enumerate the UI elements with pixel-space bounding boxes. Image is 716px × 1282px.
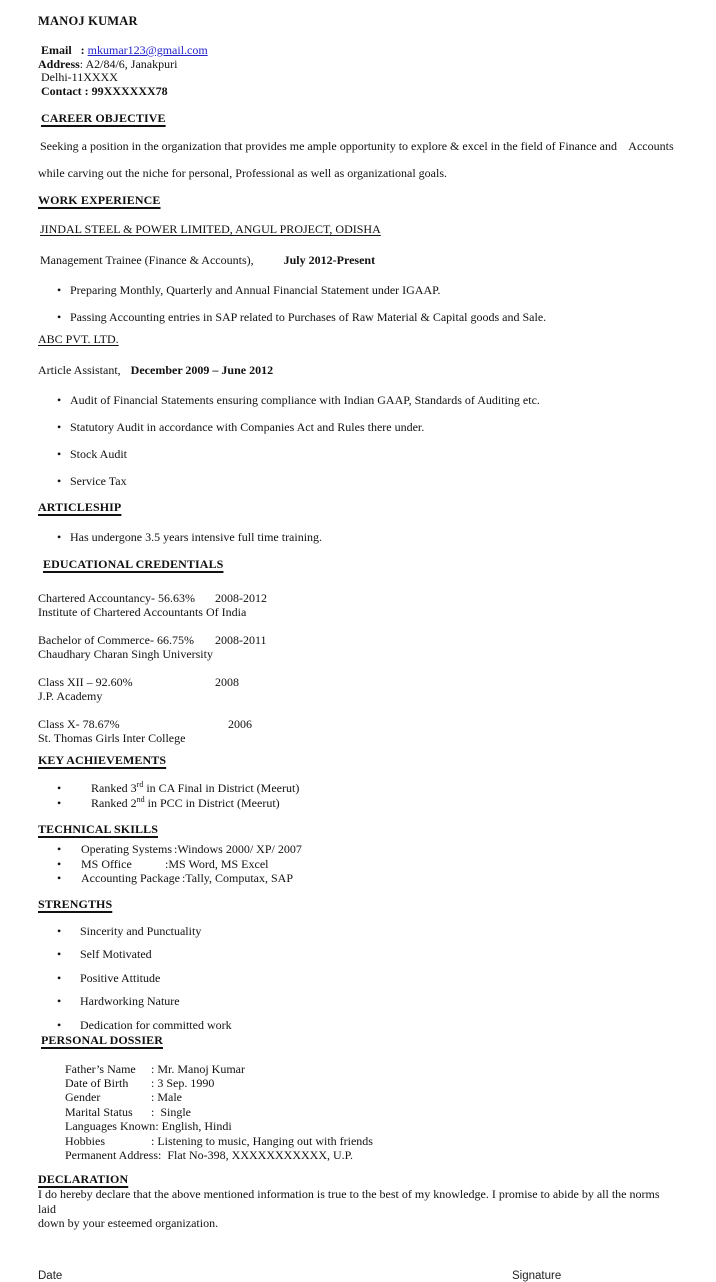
bullet-text: Passing Accounting entries in SAP related to Purchases of Raw Material & Capital goods and Sale. xyxy=(70,310,547,324)
dossier-row xyxy=(65,1148,680,1162)
education-entry xyxy=(38,591,680,619)
section-heading-personal-dossier: PERSONAL DOSSIER xyxy=(41,1032,163,1047)
dossier-label: Father’s Name xyxy=(65,1061,136,1076)
skill-label: MS Office xyxy=(81,856,132,871)
strength-text: Dedication for committed work xyxy=(80,1017,232,1032)
bullet-icon xyxy=(57,420,70,434)
email-separator: : xyxy=(71,43,88,57)
bullet-text: Has undergone 3.5 years intensive full time training. xyxy=(70,530,323,544)
strength-text: Sincerity and Punctuality xyxy=(80,923,202,938)
bullet-icon xyxy=(57,447,70,461)
company-name: ABC PVT. LTD. xyxy=(38,332,119,346)
list-item xyxy=(38,857,680,872)
dossier-row xyxy=(65,1134,680,1148)
bullet-icon xyxy=(57,1018,80,1032)
section-heading-key-achievements: KEY ACHIEVEMENTS xyxy=(38,753,167,767)
bullet-text: Statutory Audit in accordance with Companies Act and Rules there under. xyxy=(70,420,425,434)
education-entry xyxy=(38,675,680,703)
bullet-icon xyxy=(57,474,70,488)
bullet-icon xyxy=(57,283,70,297)
course-years: 2008-2011 xyxy=(215,633,267,647)
list-item xyxy=(38,1018,680,1032)
bullet-icon xyxy=(57,842,81,857)
dossier-row xyxy=(65,1090,680,1104)
dossier-row xyxy=(65,1119,680,1133)
job-role-line xyxy=(38,253,680,268)
course-years: 2008-2012 xyxy=(215,591,267,605)
institution-name: J.P. Academy xyxy=(38,689,103,703)
address-line xyxy=(38,58,680,72)
section-heading-articleship: ARTICLESHIP xyxy=(38,500,122,514)
list-item xyxy=(38,393,680,407)
skill-label: Accounting Package xyxy=(81,871,180,885)
job-period: July 2012-Present xyxy=(283,253,376,267)
career-objective-line: Seeking a position in the organization that provides me ample opportunity to explore & excel in the field of Finance and Accounts xyxy=(40,139,674,153)
skill-value: :MS Word, MS Excel xyxy=(165,856,269,871)
strength-text: Self Motivated xyxy=(80,947,152,961)
education-course-line xyxy=(38,633,680,647)
list-item xyxy=(38,971,680,985)
list-item xyxy=(38,994,680,1008)
institution-name: Chaudhary Charan Singh University xyxy=(38,647,213,661)
list-item xyxy=(38,420,680,434)
list-item xyxy=(38,924,680,938)
institution-name: Institute of Chartered Accountants Of India xyxy=(38,605,247,619)
dossier-label: Permanent Address: xyxy=(65,1147,162,1162)
bullet-icon xyxy=(57,971,80,985)
dossier-value: : Single xyxy=(151,1104,192,1119)
dossier-value: : Male xyxy=(151,1090,182,1105)
address-value: : A2/84/6, Janakpuri xyxy=(79,56,178,71)
dossier-value: : 3 Sep. 1990 xyxy=(151,1075,215,1090)
dossier-label: Date of Birth xyxy=(65,1075,129,1090)
contact-number-line: Contact : 99XXXXXX78 xyxy=(41,83,168,98)
strength-text: Hardworking Nature xyxy=(80,994,180,1008)
institution-name: St. Thomas Girls Inter College xyxy=(38,731,186,745)
dossier-row xyxy=(65,1105,680,1119)
bullet-icon xyxy=(57,924,80,938)
bullet-text: Service Tax xyxy=(70,474,127,488)
signature-label: Signature xyxy=(512,1269,562,1282)
skill-row xyxy=(81,871,293,886)
date-label: Date xyxy=(38,1269,63,1282)
dossier-value: : English, Hindi xyxy=(155,1119,232,1134)
course-years: 2008 xyxy=(215,675,239,689)
course-name: Class X- 78.67% xyxy=(38,717,120,731)
skill-row xyxy=(81,857,268,872)
list-item xyxy=(38,871,680,886)
list-item xyxy=(38,842,680,857)
bullet-icon xyxy=(57,530,70,544)
education-course-line xyxy=(38,675,680,689)
section-heading-educational-credentials: EDUCATIONAL CREDENTIALS xyxy=(43,557,224,571)
declaration-line: I do hereby declare that the above mentioned information is true to the best of my knowledge. I promise to abide by all the norms laid xyxy=(38,1187,660,1216)
skill-value: :Tally, Computax, SAP xyxy=(181,871,294,885)
dossier-row xyxy=(65,1062,680,1076)
dossier-value: Flat No-398, XXXXXXXXXXX, U.P. xyxy=(161,1147,353,1162)
dossier-label: Languages Known xyxy=(65,1119,156,1134)
list-item xyxy=(38,947,680,961)
skill-value: :Windows 2000/ XP/ 2007 xyxy=(174,842,302,856)
list-item xyxy=(38,474,680,488)
skill-label: Operating Systems xyxy=(81,842,172,856)
declaration-line: down by your esteemed organization. xyxy=(38,1216,219,1231)
bullet-text: Audit of Financial Statements ensuring compliance with Indian GAAP, Standards of Auditing etc. xyxy=(70,393,540,407)
list-item xyxy=(38,283,680,297)
bullet-text: Stock Audit xyxy=(70,447,128,461)
education-entry xyxy=(38,633,680,661)
job-role-line xyxy=(38,363,680,378)
address-line-2: Delhi-11XXXX xyxy=(41,70,118,84)
bullet-icon xyxy=(57,994,80,1008)
career-objective-line: while carving out the niche for personal, Professional as well as organizational goals. xyxy=(38,166,447,180)
bullet-icon xyxy=(57,310,70,324)
dossier-label: Hobbies xyxy=(65,1133,105,1148)
course-name: Bachelor of Commerce- 66.75% xyxy=(38,633,194,647)
achievement-text: Ranked 3rd in CA Final in District (Meerut) xyxy=(91,780,300,795)
list-item xyxy=(38,310,680,324)
dossier-label: Marital Status xyxy=(65,1104,133,1119)
address-label: Address xyxy=(38,56,80,71)
job-role: Article Assistant, xyxy=(38,363,121,377)
bullet-icon xyxy=(57,871,81,886)
list-item xyxy=(38,781,680,796)
dossier-row xyxy=(65,1076,680,1090)
education-entry xyxy=(38,717,680,745)
email-line xyxy=(38,44,680,58)
course-years: 2006 xyxy=(228,717,252,731)
job-role: Management Trainee (Finance & Accounts), xyxy=(40,253,254,267)
strength-text: Positive Attitude xyxy=(80,970,161,985)
list-item xyxy=(38,447,680,461)
email-link[interactable]: mkumar123@gmail.com xyxy=(87,43,208,57)
list-item xyxy=(38,796,680,811)
contact-block xyxy=(38,44,680,98)
section-heading-work-experience: WORK EXPERIENCE xyxy=(38,193,161,207)
dossier-value: : Listening to music, Hanging out with friends xyxy=(151,1133,373,1148)
candidate-name: MANOJ KUMAR xyxy=(38,14,138,28)
section-heading-strengths: STRENGTHS xyxy=(38,896,113,911)
dossier-label: Gender xyxy=(65,1090,101,1105)
section-heading-declaration: DECLARATION xyxy=(38,1172,129,1187)
signature-row xyxy=(38,1270,680,1282)
bullet-text: Preparing Monthly, Quarterly and Annual Financial Statement under IGAAP. xyxy=(70,283,441,297)
list-item xyxy=(38,530,680,544)
course-name: Chartered Accountancy- 56.63% xyxy=(38,591,195,605)
section-heading-technical-skills: TECHNICAL SKILLS xyxy=(38,822,158,836)
email-label: Email xyxy=(41,43,72,57)
personal-dossier-block xyxy=(38,1062,680,1163)
bullet-icon xyxy=(57,857,81,872)
bullet-icon xyxy=(57,796,91,811)
education-course-line xyxy=(38,591,680,605)
job-period: December 2009 – June 2012 xyxy=(130,363,274,377)
company-name: JINDAL STEEL & POWER LIMITED, ANGUL PROJECT, ODISHA xyxy=(40,222,381,236)
skill-row xyxy=(81,842,302,857)
education-course-line xyxy=(38,717,680,731)
section-heading-career-objective: CAREER OBJECTIVE xyxy=(41,111,166,125)
bullet-icon xyxy=(57,947,80,961)
course-name: Class XII – 92.60% xyxy=(38,675,133,689)
achievement-text: Ranked 2nd in PCC in District (Meerut) xyxy=(91,795,280,810)
bullet-icon xyxy=(57,393,70,407)
dossier-value: : Mr. Manoj Kumar xyxy=(151,1061,245,1076)
bullet-icon xyxy=(57,781,91,796)
